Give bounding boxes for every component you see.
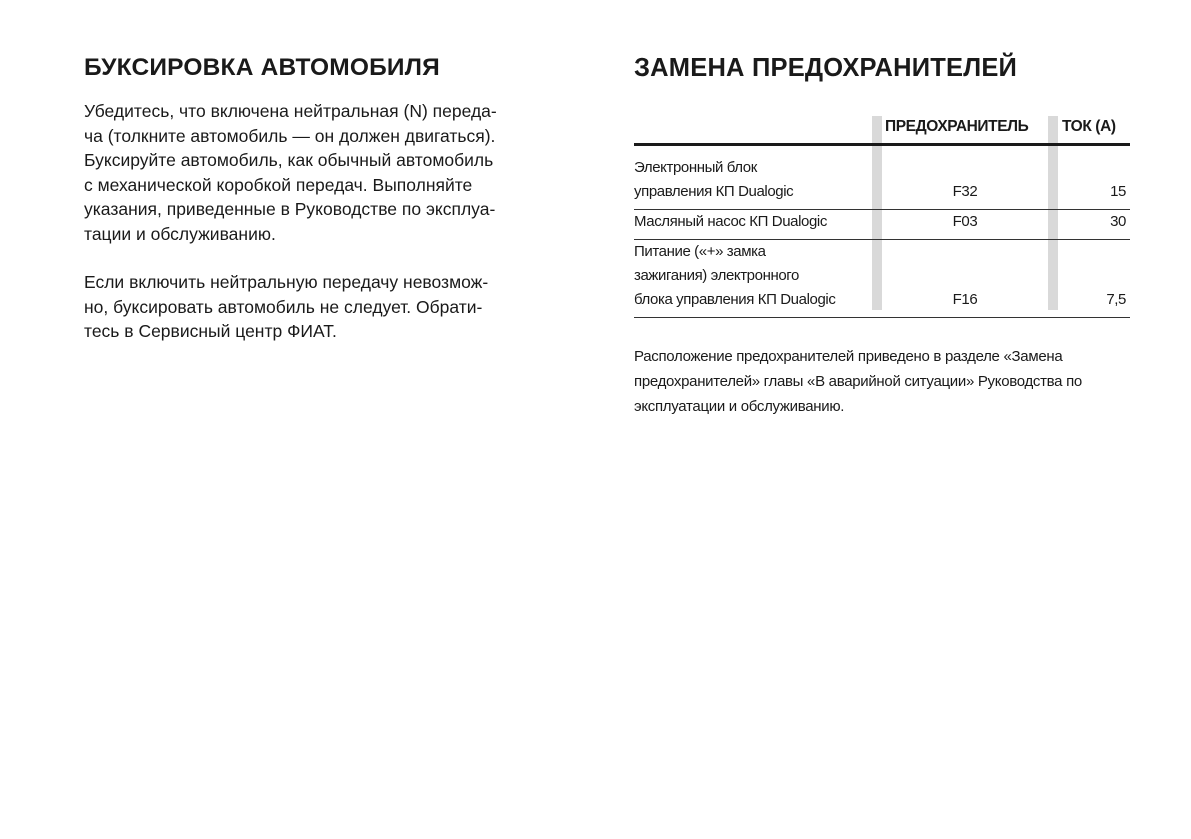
text-line: Буксируйте автомобиль, как обычный автомобиль (84, 150, 494, 170)
text-line: но, буксировать автомобиль не следует. Обрати- (84, 296, 483, 317)
row-amps: 7,5 (1106, 291, 1126, 308)
row-name (634, 156, 793, 204)
name-line: зажигания) электронного (634, 267, 799, 284)
header-amps: ТОК (А) (1062, 118, 1116, 135)
table-row (634, 210, 1130, 240)
note-line: Расположение предохранителей приведено в разделе «Замена (634, 348, 1063, 365)
name-line: Питание («+» замка (634, 243, 766, 260)
text-line: с механической коробкой передач. Выполняйте (84, 174, 473, 195)
row-amps: 30 (1110, 213, 1126, 230)
text-line: Если включить нейтральную передачу невозмож- (84, 272, 489, 292)
fuse-location-note (634, 344, 1130, 419)
text-line: Убедитесь, что включена нейтральная (N) переда- (84, 101, 497, 121)
text-line: указания, приведенные в Руководстве по эксплуа- (84, 199, 496, 219)
note-line: предохранителей» главы «В аварийной ситуации» Руководства по (634, 373, 1082, 390)
name-line: Электронный блок (634, 159, 757, 176)
towing-section (84, 52, 579, 344)
row-name (634, 240, 835, 312)
text-line: тесь в Сервисный центр ФИАТ. (84, 321, 337, 341)
text-line: ча (толкните автомобиль — он должен двигаться). (84, 125, 496, 146)
note-line: эксплуатации и обслуживанию. (634, 398, 845, 415)
row-amps: 15 (1110, 183, 1126, 200)
fuses-title: ЗАМЕНА ПРЕДОХРАНИТЕЛЕЙ (634, 54, 1018, 82)
row-fuse: F16 (952, 291, 978, 308)
towing-title: БУКСИРОВКА АВТОМОБИЛЯ (84, 54, 440, 81)
name-line: управления КП Dualogic (634, 183, 794, 200)
fuses-section (634, 52, 1130, 415)
table-row (634, 240, 1130, 318)
header-fuse: ПРЕДОХРАНИТЕЛЬ (885, 118, 1029, 135)
text-line: тации и обслуживанию. (84, 223, 276, 244)
name-line: блока управления КП Dualogic (634, 291, 836, 308)
name-line: Масляный насос КП Dualogic (634, 213, 827, 230)
table-header (634, 112, 1130, 142)
row-fuse: F32 (952, 183, 978, 200)
towing-paragraph-2 (84, 270, 579, 344)
fuse-table (634, 112, 1130, 318)
row-name (634, 210, 827, 234)
table-row (634, 146, 1130, 210)
towing-paragraph-1 (84, 99, 579, 246)
row-fuse: F03 (952, 213, 978, 230)
